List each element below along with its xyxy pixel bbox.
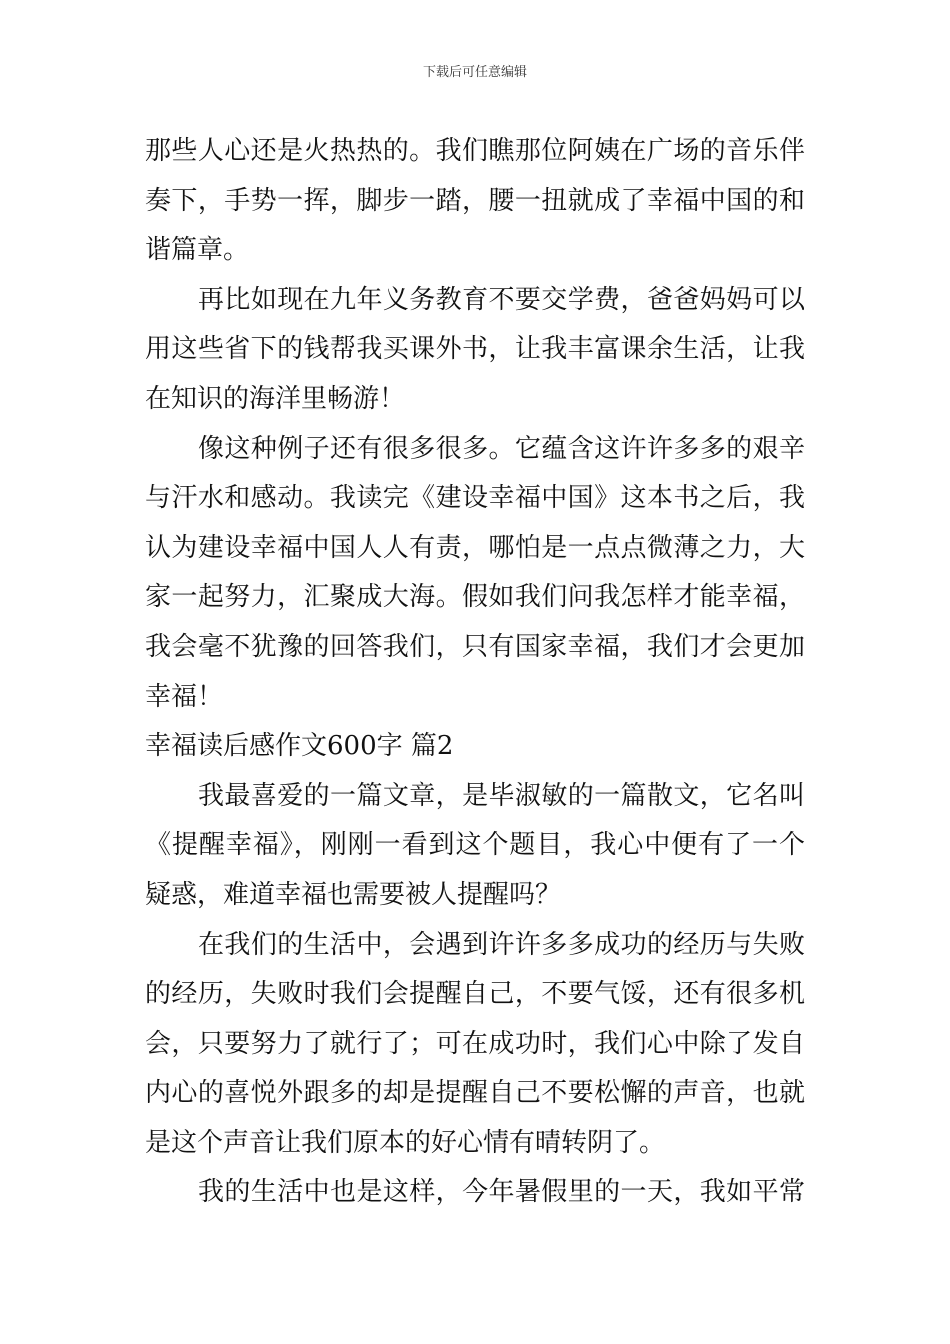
text-line: 在知识的海洋里畅游！ [145, 383, 406, 414]
text-line: 与汗水和感动。我读完《建设幸福中国》这本书之后，我 [145, 483, 805, 514]
paragraph [145, 276, 805, 425]
text-line: 像这种例子还有很多很多。它蕴含这许许多多的艰辛 [198, 433, 805, 464]
paragraph [145, 1168, 805, 1218]
text-line: 我最喜爱的一篇文章，是毕淑敏的一篇散文，它名叫 [198, 780, 805, 811]
text-line: 再比如现在九年义务教育不要交学费，爸爸妈妈可以 [198, 284, 805, 315]
page-header: 下载后可任意编辑 [422, 65, 527, 80]
text-line: 谐篇章。 [145, 235, 250, 266]
text-line: 内心的喜悦外跟多的却是提醒自己不要松懈的声音，也就 [145, 1078, 805, 1109]
section-heading: 幸福读后感作文600字 篇2 [145, 731, 454, 762]
text-line: 是这个声音让我们原本的好心情有晴转阴了。 [145, 1127, 666, 1158]
paragraph [145, 772, 805, 921]
paragraph [145, 127, 805, 276]
text-line: 《提醒幸福》，刚刚一看到这个题目，我心中便有了一个 [145, 830, 805, 861]
document-body [145, 127, 805, 1218]
text-line: 疑惑，难道幸福也需要被人提醒吗？ [145, 879, 562, 910]
text-line: 奏下，手势一挥，脚步一踏，腰一扭就成了幸福中国的和 [145, 185, 805, 216]
paragraph [145, 921, 805, 1169]
text-line: 认为建设幸福中国人人有责，哪怕是一点点微薄之力，大 [145, 532, 805, 563]
text-line: 我的生活中也是这样，今年暑假里的一天，我如平常 [198, 1177, 805, 1208]
text-line: 的经历，失败时我们会提醒自己，不要气馁，还有很多机 [145, 979, 805, 1010]
paragraph [145, 425, 805, 723]
text-line: 那些人心还是火热热的。我们瞧那位阿姨在广场的音乐伴 [145, 136, 805, 166]
text-line: 幸福！ [145, 681, 224, 712]
text-line: 用这些省下的钱帮我买课外书，让我丰富课余生活，让我 [145, 334, 805, 365]
text-line: 在我们的生活中，会遇到许许多多成功的经历与失败 [198, 929, 805, 960]
text-line: 家一起努力，汇聚成大海。假如我们问我怎样才能幸福， [145, 582, 805, 613]
text-line: 我会毫不犹豫的回答我们，只有国家幸福，我们才会更加 [145, 631, 805, 662]
text-line: 会，只要努力了就行了；可在成功时，我们心中除了发自 [145, 1028, 805, 1059]
